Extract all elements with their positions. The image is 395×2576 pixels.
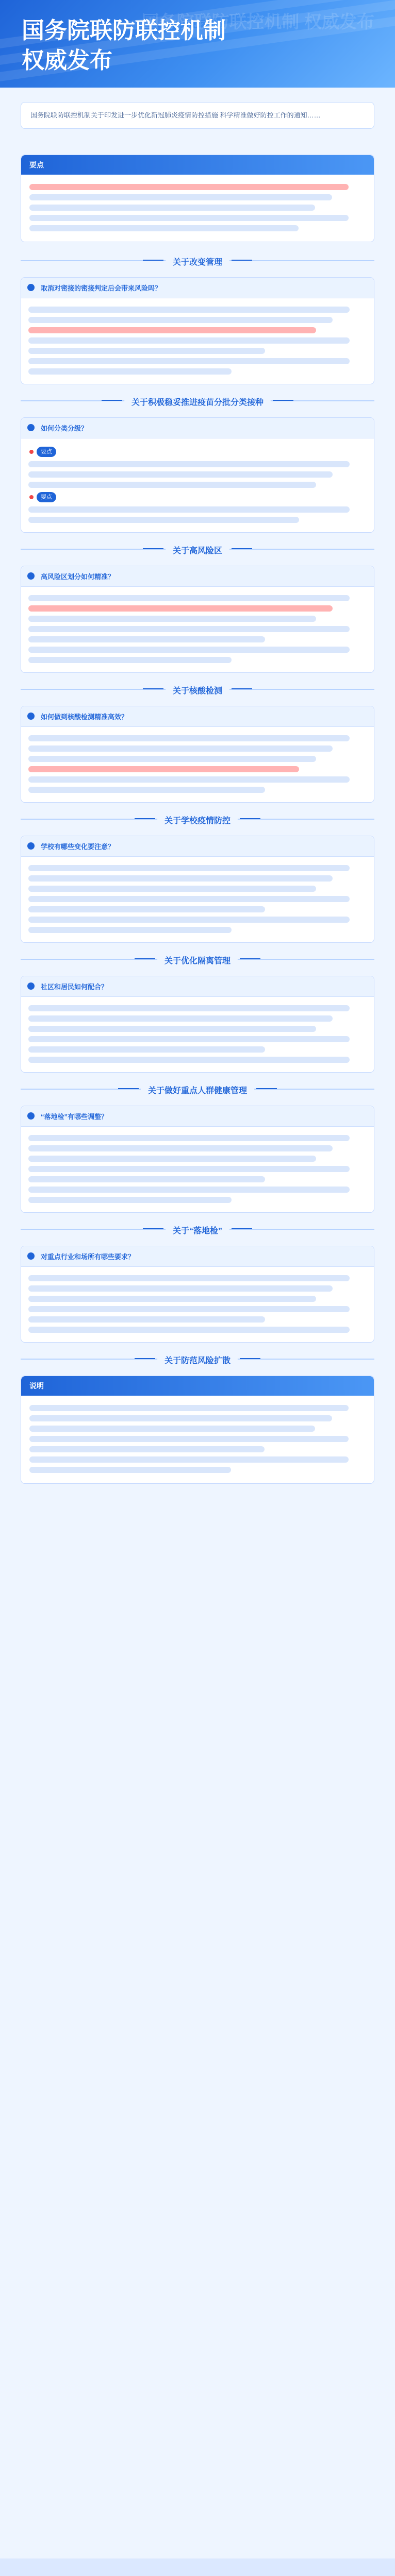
question-text: 对重点行业和场所有哪些要求？ <box>41 1253 135 1261</box>
question-dot-icon <box>27 842 35 850</box>
question-dot-icon <box>27 713 35 720</box>
page-footer <box>0 2558 395 2576</box>
qa-block <box>21 1246 374 1343</box>
section-title: 关于做好重点人群健康管理 <box>21 1079 374 1099</box>
section-title: 关于高风险区 <box>21 539 374 560</box>
section-title: 关于防范风险扩散 <box>21 1349 374 1369</box>
header-ghost-text: 国务院联防联控机制 权威发布 <box>141 12 374 32</box>
qa-block <box>21 706 374 803</box>
closing-card-header: 说明 <box>21 1376 374 1396</box>
header-kicker: 国务院联防联控机制 <box>22 18 226 43</box>
question-dot-icon <box>27 1252 35 1260</box>
question-dot-icon <box>27 982 35 990</box>
question-text: 社区和居民如何配合？ <box>41 983 108 991</box>
question-text: “落地检”有哪些调整？ <box>41 1113 108 1121</box>
summary-card <box>21 155 374 242</box>
qa-block <box>21 976 374 1073</box>
question-dot-icon <box>27 572 35 580</box>
summary-card-header: 要点 <box>21 155 374 175</box>
qa-block <box>21 277 374 384</box>
header-title: 权威发布 <box>22 48 112 73</box>
question-text: 取消对密接的密接判定后会带来风险吗？ <box>41 284 162 292</box>
intro-box <box>21 102 374 129</box>
qa-block <box>21 836 374 943</box>
section-title: 关于改变管理 <box>21 250 374 271</box>
question-dot-icon <box>27 424 35 431</box>
section-title: 关于优化隔离管理 <box>21 949 374 970</box>
closing-card <box>21 1376 374 1484</box>
section-title: 关于学校疫情防控 <box>21 809 374 829</box>
qa-block: 如何分类分级？ 要点 要点 <box>21 417 374 533</box>
question-text: 如何分类分级？ <box>41 425 88 432</box>
article-content <box>21 155 374 1492</box>
question-text: 如何做到核酸检测精准高效？ <box>41 713 128 721</box>
question-dot-icon <box>27 284 35 291</box>
section-title: 关于核酸检测 <box>21 679 374 700</box>
question-text: 学校有哪些变化要注意？ <box>41 843 115 851</box>
page-header <box>0 0 395 88</box>
question-text: 高风险区划分如何精准？ <box>41 573 115 581</box>
section-title: 关于积极稳妥推进疫苗分批分类接种 <box>21 391 374 411</box>
question-dot-icon <box>27 1112 35 1120</box>
qa-block <box>21 566 374 673</box>
section-title: 关于“落地检” <box>21 1219 374 1240</box>
intro-text: 国务院联防联控机制关于印发进一步优化新冠肺炎疫情防控措施 科学精准做好防控工作的通知…… <box>30 111 321 119</box>
qa-block <box>21 1106 374 1213</box>
